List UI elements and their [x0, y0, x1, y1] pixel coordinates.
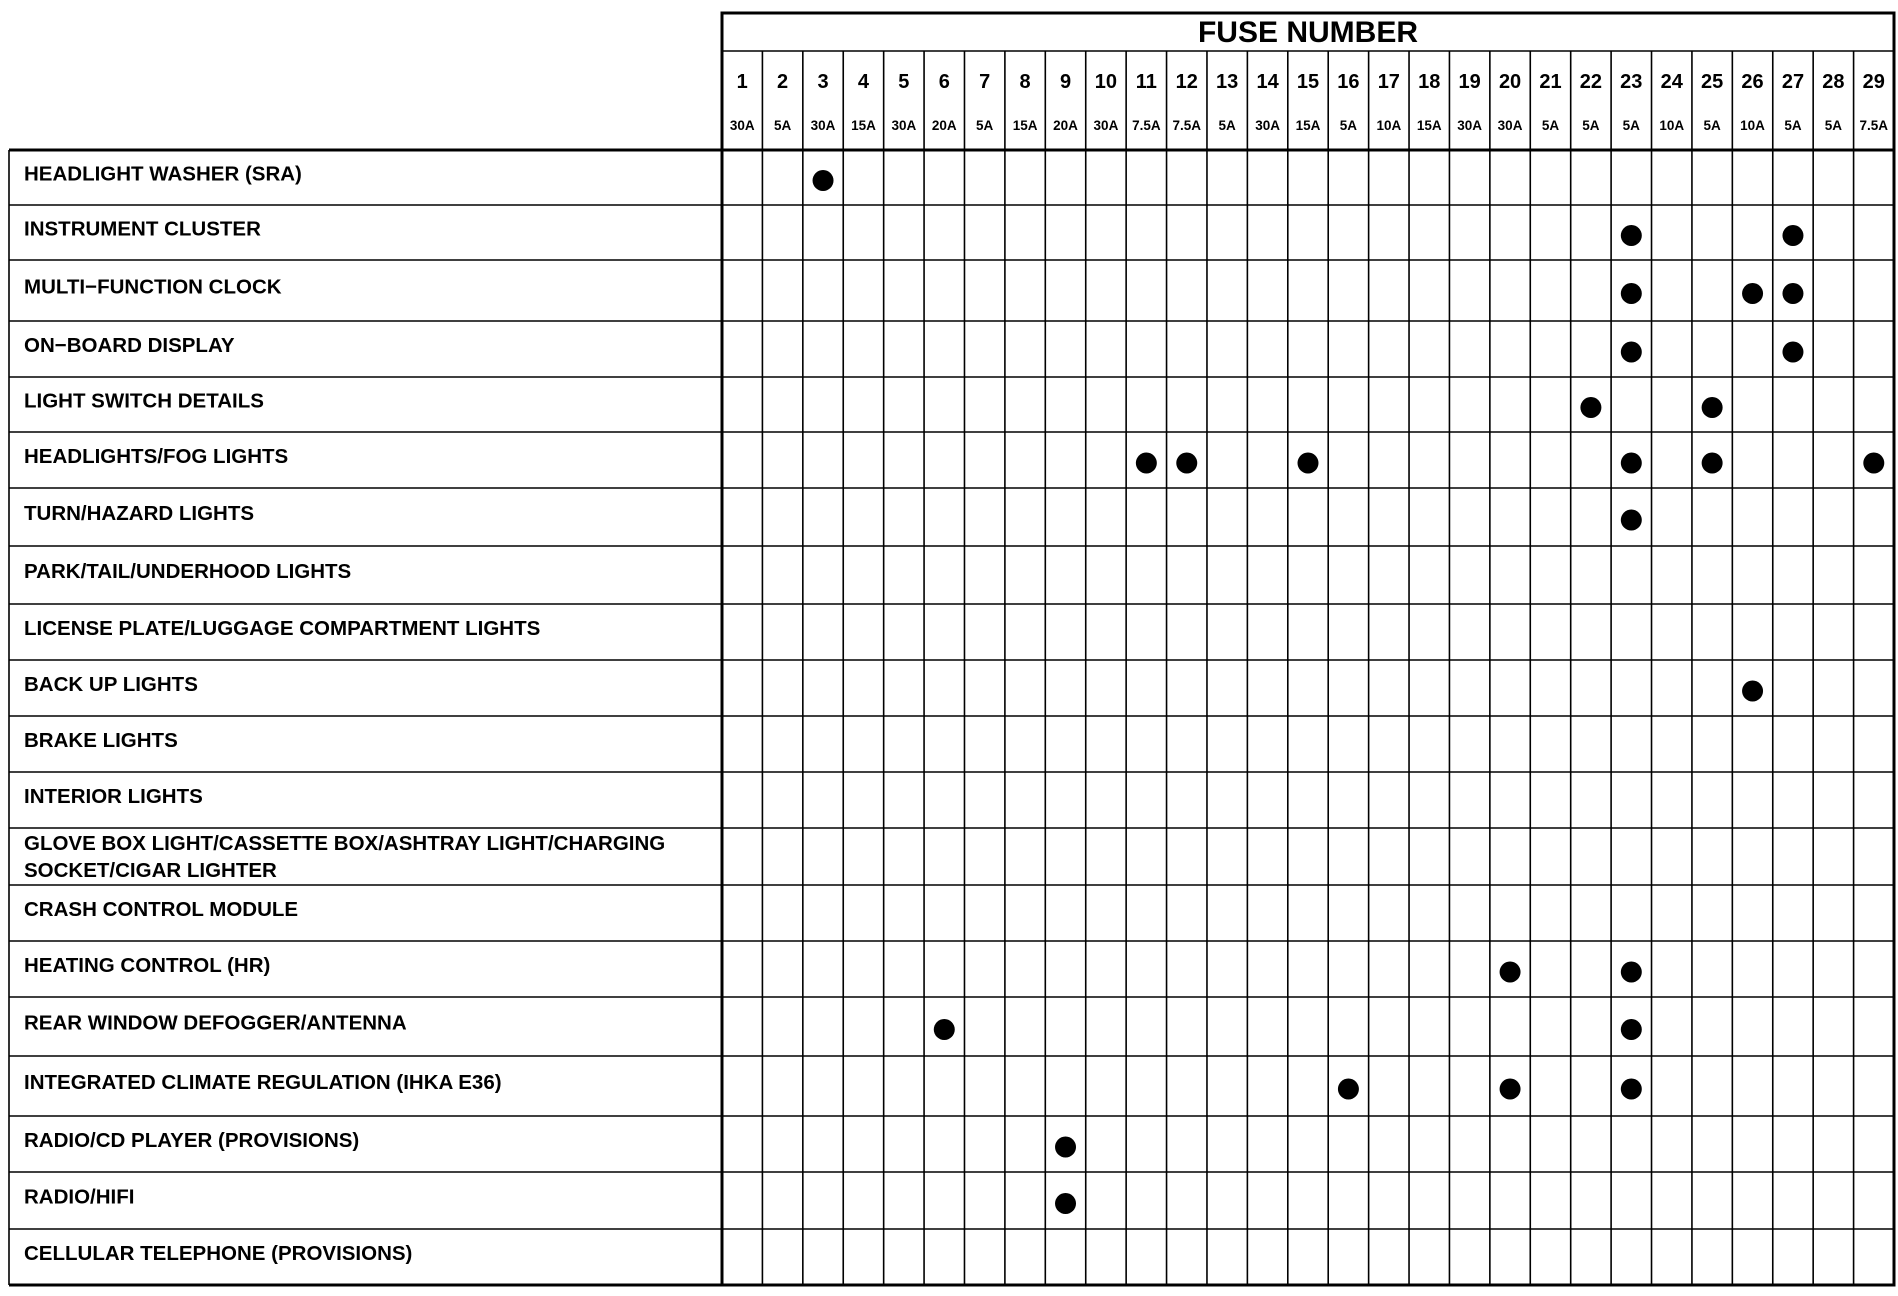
- fuse-usage-dot: [1500, 1079, 1521, 1100]
- fuse-rating: 5A: [976, 118, 994, 133]
- circuit-label: RADIO/CD PLAYER (PROVISIONS): [24, 1129, 360, 1152]
- fuse-usage-dot: [1338, 1079, 1359, 1100]
- fuse-rating: 20A: [1053, 118, 1078, 133]
- fuse-rating: 30A: [810, 118, 836, 133]
- fuse-number: 2: [777, 71, 789, 93]
- fuse-usage-dot: [1702, 397, 1723, 418]
- circuit-label: HEADLIGHTS/FOG LIGHTS: [24, 445, 289, 468]
- circuit-label: ON−BOARD DISPLAY: [24, 334, 235, 357]
- fuse-usage-dot: [1621, 1079, 1642, 1100]
- fuse-rating: 30A: [1457, 118, 1483, 133]
- fuse-usage-dot: [1863, 453, 1884, 474]
- fuse-rating: 5A: [1582, 118, 1600, 133]
- fuse-rating: 30A: [891, 118, 917, 133]
- fuse-rating: 5A: [1622, 118, 1640, 133]
- fuse-usage-dot: [1136, 453, 1157, 474]
- fuse-rating: 5A: [1784, 118, 1802, 133]
- fuse-number: 28: [1822, 71, 1845, 93]
- circuit-label: CELLULAR TELEPHONE (PROVISIONS): [24, 1242, 413, 1265]
- fuse-number: 26: [1741, 71, 1764, 93]
- fuse-usage-dot: [1621, 225, 1642, 246]
- fuse-usage-dot: [1621, 453, 1642, 474]
- fuse-number: 24: [1660, 71, 1683, 93]
- fuse-number: 1: [736, 71, 748, 93]
- circuit-label: MULTI−FUNCTION CLOCK: [24, 275, 282, 299]
- fuse-number: 20: [1498, 71, 1522, 93]
- circuit-label: LIGHT SWITCH DETAILS: [24, 389, 264, 413]
- fuse-number: 4: [857, 71, 870, 93]
- fuse-rating: 30A: [1255, 118, 1280, 133]
- fuse-usage-dot: [1782, 342, 1803, 363]
- fuse-number: 19: [1458, 71, 1481, 93]
- fuse-number: 17: [1377, 71, 1400, 93]
- fuse-usage-dot: [1621, 962, 1642, 983]
- circuit-label: HEATING CONTROL (HR): [24, 954, 271, 977]
- fuse-usage-dot: [1702, 453, 1723, 474]
- header-title: FUSE NUMBER: [1197, 16, 1419, 49]
- fuse-number: 18: [1418, 71, 1441, 93]
- fuse-rating: 15A: [1012, 118, 1038, 133]
- fuse-usage-dot: [1621, 283, 1642, 304]
- fuse-usage-dot: [1055, 1193, 1076, 1214]
- fuse-number: 10: [1094, 71, 1118, 93]
- fuse-number: 8: [1019, 71, 1031, 93]
- fuse-number: 5: [898, 71, 910, 93]
- fuse-number: 9: [1059, 71, 1072, 93]
- fuse-rating: 15A: [1295, 118, 1321, 133]
- fuse-rating: 5A: [1824, 118, 1843, 133]
- fuse-number: 12: [1175, 71, 1198, 93]
- fuse-rating: 5A: [1339, 118, 1358, 133]
- fuse-usage-dot: [1742, 283, 1763, 304]
- fuse-usage-dot: [1580, 397, 1601, 418]
- fuse-number: 25: [1701, 71, 1724, 93]
- circuit-label: LICENSE PLATE/LUGGAGE COMPARTMENT LIGHTS: [24, 617, 541, 640]
- fuse-number: 11: [1135, 71, 1157, 93]
- fuse-number: 14: [1256, 71, 1279, 93]
- circuit-label: BRAKE LIGHTS: [24, 729, 178, 752]
- fuse-number: 29: [1862, 71, 1885, 93]
- circuit-label: GLOVE BOX LIGHT/CASSETTE BOX/ASHTRAY LIGHT/CHARGING: [24, 832, 666, 855]
- fuse-number: 7: [979, 71, 991, 93]
- fuse-number: 21: [1539, 71, 1562, 93]
- fuse-usage-dot: [1621, 1019, 1642, 1040]
- fuse-usage-dot: [1176, 453, 1197, 474]
- fuse-number: 6: [938, 71, 950, 93]
- fuse-rating: 10A: [1659, 118, 1685, 133]
- circuit-label: INSTRUMENT CLUSTER: [24, 217, 261, 241]
- fuse-rating: 5A: [1541, 118, 1560, 133]
- fuse-number: 27: [1781, 71, 1805, 93]
- fuse-usage-dot: [1621, 510, 1642, 531]
- fuse-number: 13: [1216, 71, 1239, 93]
- circuit-label: REAR WINDOW DEFOGGER/ANTENNA: [24, 1011, 407, 1035]
- circuit-label: SOCKET/CIGAR LIGHTER: [24, 859, 277, 882]
- fuse-rating: 7.5A: [1132, 118, 1161, 133]
- fuse-number: 22: [1579, 71, 1603, 93]
- circuit-label: INTEGRATED CLIMATE REGULATION (IHKA E36): [24, 1071, 502, 1094]
- circuit-label: INTERIOR LIGHTS: [24, 785, 203, 808]
- fuse-usage-dot: [1621, 342, 1642, 363]
- circuit-label: TURN/HAZARD LIGHTS: [24, 502, 255, 525]
- fuse-rating: 7.5A: [1859, 118, 1889, 133]
- grid-outline: [722, 13, 1894, 1285]
- fuse-usage-dot: [1782, 225, 1803, 246]
- fuse-usage-dot: [1298, 453, 1319, 474]
- fuse-usage-dot: [1782, 283, 1803, 304]
- fuse-rating: 30A: [729, 118, 755, 133]
- fuse-number: 3: [817, 71, 829, 93]
- fuse-usage-dot: [813, 170, 834, 191]
- fuse-rating: 15A: [1416, 118, 1442, 133]
- circuit-label: RADIO/HIFI: [24, 1185, 135, 1209]
- fuse-rating: 15A: [851, 118, 876, 133]
- fuse-rating: 10A: [1740, 118, 1765, 133]
- fuse-usage-dot: [1055, 1137, 1076, 1158]
- fuse-rating: 5A: [1703, 118, 1721, 133]
- fuse-usage-dot: [1500, 962, 1521, 983]
- fuse-number: 15: [1296, 71, 1320, 93]
- fuse-usage-dot: [1742, 681, 1763, 702]
- fuse-rating: 10A: [1376, 118, 1402, 133]
- fuse-rating: 30A: [1497, 118, 1523, 133]
- circuit-label: PARK/TAIL/UNDERHOOD LIGHTS: [24, 560, 352, 583]
- fuse-rating: 30A: [1093, 118, 1119, 133]
- circuit-label: HEADLIGHT WASHER (SRA): [24, 162, 302, 186]
- fuse-rating: 5A: [773, 118, 792, 133]
- fuse-usage-dot: [934, 1019, 955, 1040]
- circuit-label: BACK UP LIGHTS: [24, 673, 198, 696]
- fuse-number: 16: [1337, 71, 1360, 93]
- fuse-rating: 20A: [931, 118, 957, 133]
- fuse-rating: 7.5A: [1172, 118, 1202, 133]
- circuit-label: CRASH CONTROL MODULE: [24, 898, 299, 921]
- fuse-number: 23: [1620, 71, 1643, 93]
- fuse-rating: 5A: [1218, 118, 1236, 133]
